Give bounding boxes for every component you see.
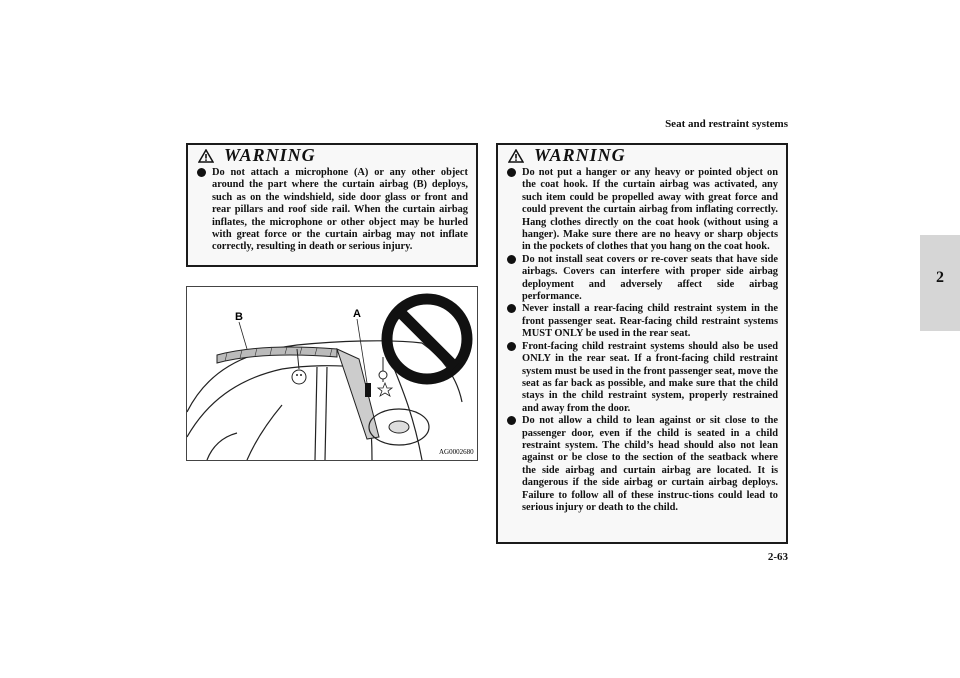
chapter-tab[interactable] bbox=[920, 235, 960, 331]
warning-header bbox=[506, 145, 778, 167]
chapter-number: 2 bbox=[936, 269, 944, 286]
warning-item-text: Do not attach a microphone (A) or any other object around the part where the curtain airbag (B) deploys, such as on the windshield, side door glass or front and rear pillars and roof side rail. When the curtain airbag inflates, the microphone or other object may be hurled with great force or the curtain airbag may not inflate correctly, resulting in death or serious injury. bbox=[212, 167, 468, 253]
label-a: A bbox=[353, 308, 361, 320]
warning-item bbox=[506, 167, 778, 254]
bullet-icon bbox=[507, 304, 516, 313]
warning-item bbox=[506, 254, 778, 304]
warning-triangle-icon bbox=[198, 149, 214, 163]
prohibited-icon bbox=[387, 299, 467, 379]
warning-item bbox=[196, 167, 468, 254]
warning-item-text: Never install a rear-facing child restraint system in the front passenger seat. Rear-facing child restraint systems MUST ONLY be used in the rear seat. bbox=[522, 303, 778, 340]
bullet-icon bbox=[507, 255, 516, 264]
warning-triangle-icon bbox=[508, 149, 524, 163]
bullet-icon bbox=[507, 342, 516, 351]
warning-title: WARNING bbox=[224, 145, 316, 165]
warning-list bbox=[506, 167, 778, 514]
airbag-figure bbox=[186, 286, 478, 461]
warning-item bbox=[506, 341, 778, 415]
warning-box-left bbox=[186, 143, 478, 267]
bullet-icon bbox=[507, 416, 516, 425]
bullet-icon bbox=[507, 168, 516, 177]
warning-item bbox=[506, 415, 778, 514]
warning-item-text: Do not install seat covers or re-cover seats that have side airbags. Covers can interfere with proper side airbag deployment and adversely affect side airbag performance. bbox=[522, 253, 778, 303]
bullet-icon bbox=[197, 168, 206, 177]
airbag-illustration bbox=[187, 287, 477, 460]
page-number: 2-63 bbox=[767, 551, 788, 563]
warning-header bbox=[196, 145, 468, 167]
warning-item-text: Do not allow a child to lean against or sit close to the passenger door, even if the child is seated in a child restraint system. The child’s head should also not lean against or be close to the section of the seatback where the side airbag and curtain airbag are located. It is dangerous if the side airbag or curtain airbag deploys. Failure to follow all of these instruc-tions could lead to serious injury or death to the child. bbox=[522, 415, 778, 513]
warning-title: WARNING bbox=[534, 145, 626, 165]
warning-item-text: Front-facing child restraint systems should also be used ONLY in the rear seat. If a front-facing child restraint system must be used in the front passenger seat, move the seat as far back as possible, and make sure that the child stays in the child restraint system, properly restrained and away from the door. bbox=[522, 340, 778, 414]
warning-item bbox=[506, 303, 778, 340]
figure-code: AG0002680 bbox=[439, 448, 474, 456]
label-b: B bbox=[235, 311, 243, 323]
section-title: Seat and restraint systems bbox=[665, 118, 788, 130]
warning-box-right bbox=[496, 143, 788, 544]
warning-list bbox=[196, 167, 468, 254]
warning-item-text: Do not put a hanger or any heavy or pointed object on the coat hook. If the curtain airbag was activated, any such item could be propelled away with great force and could prevent the curtain airbag from inflating correctly. Hang clothes directly on the coat hook (without using a hanger). Make sure there are no heavy or sharp objects in the pockets of clothes that you hang on the coat hook. bbox=[522, 167, 778, 253]
